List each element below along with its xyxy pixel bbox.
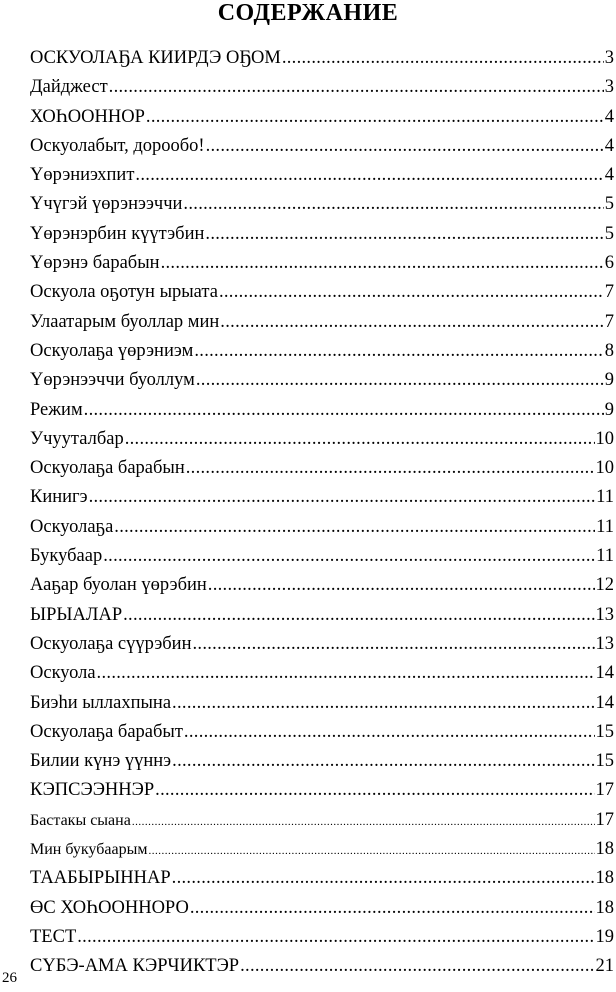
toc-entry-page: 11 [596,487,614,508]
dot-leader [183,190,603,219]
toc-entry-page: 4 [604,106,614,127]
toc-entry-page: 9 [604,399,614,420]
toc-entry-title: Оскуолаҕа сүүрэбин [30,633,192,654]
toc-entry-page: 6 [604,253,614,274]
toc-entry-title: Оскуолаҕа барабыт [30,721,183,742]
dot-leader [89,483,596,512]
dot-leader [186,454,595,483]
toc-entry [30,747,614,776]
toc-entry [30,44,614,73]
toc-entry-page: 8 [604,340,614,361]
dot-leader [240,952,594,981]
toc-entry [30,366,614,395]
toc-entry [30,161,614,190]
dot-leader [84,396,604,425]
toc-entry-title: ОСКУОЛАҔА КИИРДЭ ОҔОМ [30,48,281,68]
toc-entry [30,190,614,219]
toc-entry [30,864,614,893]
toc-entry [30,278,614,307]
toc-entry-title: Букубаар [30,546,103,567]
toc-entry [30,132,614,161]
toc-entry-title: Оскуолаҕа [30,516,114,537]
toc-entry-page: 11 [596,516,614,537]
toc-entry [30,718,614,747]
toc-entry-title: СҮБЭ-АМА КЭРЧИКТЭР [30,956,240,977]
toc-entry-page: 9 [604,370,614,391]
toc-entry [30,542,614,571]
toc-entry [30,249,614,278]
dot-leader [208,571,595,600]
dot-leader [123,601,594,630]
toc-entry-page: 7 [604,311,614,332]
dot-leader [205,220,603,249]
dot-leader [77,923,594,952]
toc-entry [30,776,614,805]
toc-entry-page: 14 [595,692,614,713]
dot-leader [282,44,604,73]
toc-entry [30,483,614,512]
dot-leader [114,513,595,542]
toc-entry [30,425,614,454]
toc-entry-title: ХОҺООННОР [30,106,145,127]
toc-entry-title: Үөрэниэхпит [30,165,135,186]
toc-entry-page: 10 [595,458,614,479]
toc-entry-title: Үөрэнэ барабын [30,253,160,274]
dot-leader [172,747,594,776]
toc-entry-title: ЫРЫАЛАР [30,604,123,625]
dot-leader [192,630,594,659]
toc-entry-page: 21 [595,956,614,977]
dot-leader [206,132,604,161]
toc-entry-title: Оскуолаҕа үөрэниэм [30,340,194,361]
toc-entry [30,308,614,337]
toc-entry-title: Оскуолаҕа барабын [30,458,185,479]
toc-entry-page: 14 [595,663,614,684]
toc-entry [30,103,614,132]
toc-entry-page: 15 [595,751,614,772]
dot-leader [135,161,603,190]
dot-leader [219,278,604,307]
toc-entry-title: Оскуола [30,663,96,684]
toc-entry [30,835,614,864]
toc-entry-title: ӨС ХОҺООННОРО [30,897,189,918]
dot-leader [132,806,595,837]
toc-entry-page: 13 [595,604,614,625]
toc-entry [30,923,614,952]
toc-entry [30,220,614,249]
toc-entry-title: Режим [30,399,83,420]
toc-entry-page: 12 [595,575,614,596]
toc-entry-title: Үчүгэй үөрэнээччи [30,194,183,215]
toc-entry-page: 13 [595,633,614,654]
dot-leader [220,308,603,337]
toc-entry-title: Бастакы сыана [30,811,131,829]
toc-entry [30,806,614,835]
toc-entry-page: 17 [595,809,614,830]
toc-entry-title: Дайджест [30,77,108,98]
table-of-contents [30,44,614,982]
toc-entry-page: 10 [595,428,614,449]
toc-entry [30,689,614,718]
toc-entry-title: Ааҕар буолан үөрэбин [30,575,207,596]
dot-leader [172,864,595,893]
toc-entry-title: Учууталбар [30,428,124,449]
toc-entry-page: 3 [604,77,614,98]
page-number: 26 [2,970,17,986]
dot-leader [146,103,604,132]
toc-entry-title: Биэһи ыллахпына [30,692,172,713]
dot-leader [172,689,594,718]
toc-entry-title: Кинигэ [30,487,88,508]
toc-entry [30,571,614,600]
toc-entry-page: 18 [595,839,614,860]
dot-leader [125,425,595,454]
toc-entry [30,952,614,981]
toc-entry [30,513,614,542]
toc-entry [30,454,614,483]
page-title: СОДЕРЖАНИЕ [217,0,399,26]
toc-entry-title: Үөрэнэрбин күүтэбин [30,223,205,244]
toc-entry-title: КЭПСЭЭННЭР [30,780,155,801]
toc-entry [30,659,614,688]
toc-entry-page: 18 [595,897,614,918]
dot-leader [109,73,604,102]
toc-entry [30,337,614,366]
toc-entry-page: 5 [604,194,614,215]
toc-entry-page: 4 [604,135,614,156]
toc-entry-title: ТААБЫРЫННАР [30,868,171,889]
dot-leader [190,894,595,923]
toc-entry-page: 4 [604,165,614,186]
dot-leader [161,249,604,278]
toc-entry-page: 15 [595,721,614,742]
toc-entry-page: 17 [595,780,614,801]
dot-leader [148,835,594,866]
toc-entry-title: Улаатарым буоллар мин [30,311,220,332]
toc-entry-title: Оскуолабыт, дорообо! [30,135,205,156]
toc-entry-title: Мин букубаарым [30,841,148,859]
dot-leader [194,337,603,366]
toc-entry-page: 19 [595,926,614,947]
toc-entry [30,894,614,923]
toc-entry-page: 7 [604,282,614,303]
toc-entry [30,73,614,102]
toc-entry-title: Оскуола оҕотун ырыата [30,282,218,303]
toc-entry [30,630,614,659]
toc-entry-title: Үөрэнээччи буоллум [30,370,195,391]
toc-entry-page: 3 [604,48,614,68]
toc-entry-page: 5 [604,223,614,244]
toc-entry-title: ТЕСТ [30,926,77,947]
toc-entry-page: 11 [596,546,614,567]
dot-leader [103,542,595,571]
dot-leader [196,366,604,395]
dot-leader [184,718,595,747]
toc-entry [30,396,614,425]
toc-entry-page: 18 [595,868,614,889]
toc-entry-title: Билии күнэ үүннэ [30,751,172,772]
toc-entry [30,601,614,630]
dot-leader [97,659,595,688]
dot-leader [155,776,594,805]
